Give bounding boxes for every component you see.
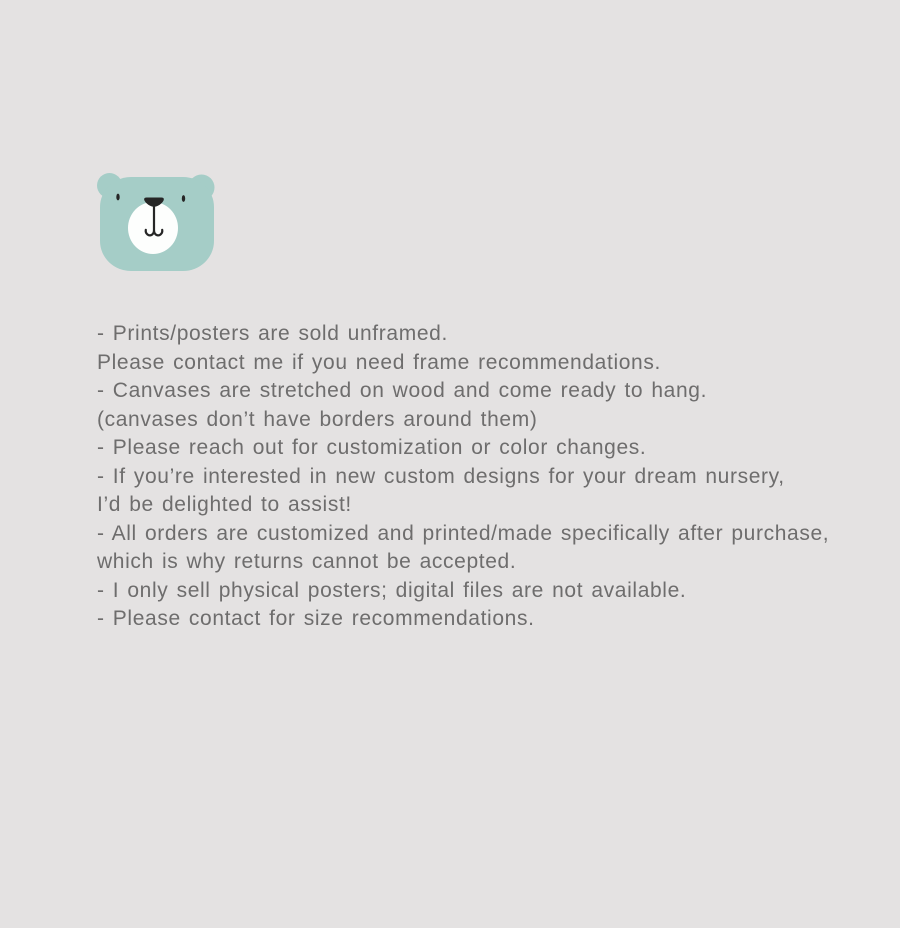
bear-illustration-icon — [96, 172, 217, 274]
policy-line: Please contact me if you need frame recommendations. — [97, 350, 661, 374]
policy-line: I’d be delighted to assist! — [97, 493, 352, 516]
policy-line: - Canvases are stretched on wood and come ready to hang. — [97, 379, 708, 402]
policy-line: - If you’re interested in new custom designs for your dream nursery, — [97, 464, 785, 488]
policy-line: - Prints/posters are sold unframed. — [97, 322, 448, 345]
bear-right-eye — [182, 195, 185, 202]
policy-line: - I only sell physical posters; digital files are not available. — [97, 578, 687, 602]
policy-line: - Please contact for size recommendations. — [97, 607, 535, 630]
policy-text-block — [97, 320, 872, 634]
policy-line: - All orders are customized and printed/made specifically after purchase, — [97, 521, 830, 545]
policy-line: which is why returns cannot be accepted. — [97, 550, 517, 573]
bear-left-eye — [116, 194, 119, 201]
policy-line: - Please reach out for customization or color changes. — [97, 436, 647, 459]
policy-line: (canvases don’t have borders around them) — [97, 407, 538, 431]
